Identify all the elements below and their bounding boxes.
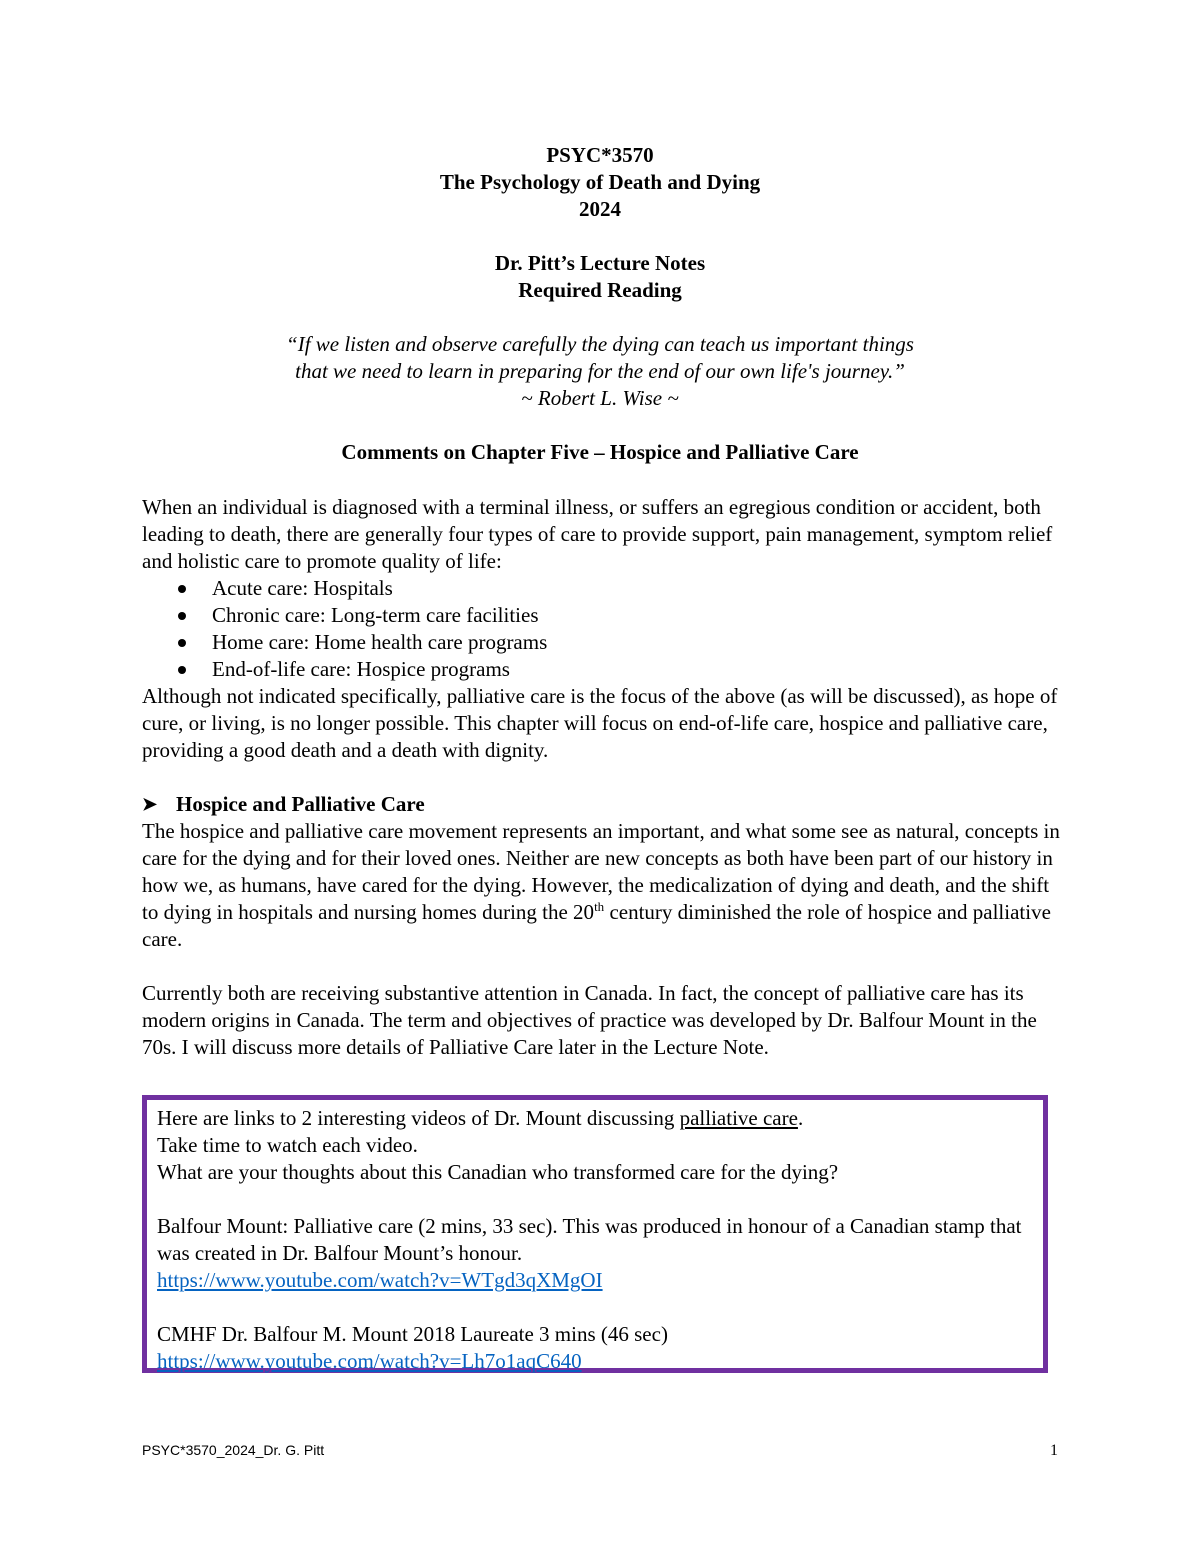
bullet-icon [178,639,186,647]
document-body [142,494,1062,1061]
notes-subtitle: Required Reading [518,278,682,302]
notes-title: Dr. Pitt’s Lecture Notes [494,251,706,275]
bullet-icon [178,612,186,620]
video-links-box [142,1095,1048,1373]
canada-paragraph: Currently both are receiving substantive attention in Canada. In fact, the concept of palliative care has its modern origins in Canada. The term and objectives of practice was developed by Dr. Balfour Mount in the 70s. I will discuss more details of Palliative Care later in the Lecture Note. [142,981,1037,1059]
subheading-text: Hospice and Palliative Care [176,792,425,816]
care-types-list [142,575,1062,683]
list-item: Acute care: Hospitals [142,575,1062,602]
subheading [142,791,1062,818]
after-list-paragraph: Although not indicated specifically, palliative care is the focus of the above (as will be discussed), as hope of cure, or living, is no longer possible. This chapter will focus on end-of-life care, hospice and palliative care, providing a good death and a death with dignity. [142,684,1058,762]
video-1-description: Balfour Mount: Palliative care (2 mins, 33 sec). This was produced in honour of a Canadian stamp that was created in Dr. Balfour Mount’s honour. [157,1214,1022,1265]
box-line-3: What are your thoughts about this Canadian who transformed care for the dying? [157,1160,839,1184]
quote-author: ~ Robert L. Wise ~ [521,386,679,410]
hospice-paragraph: The hospice and palliative care movement represents an important, and what some see as natural, concepts in care for the dying and for their loved ones. Neither are new concepts as both have been part of our history in how we, as humans, have cared for the dying. However, the medicalization of dying and death, and the shift to dying in hospitals and nursing homes during the 20th century diminished the role of hospice and palliative care. [142,819,1060,951]
video-2-link[interactable]: https://www.youtube.com/watch?v=Lh7o1aqC640 [157,1349,582,1373]
list-item: Home care: Home health care programs [142,629,1062,656]
box-line-2: Take time to watch each video. [157,1133,418,1157]
arrowhead-bullet-icon: ➤ [142,794,158,814]
page-number: 1 [1050,1442,1058,1459]
footer-text: PSYC*3570_2024_Dr. G. Pitt [142,1442,325,1458]
bullet-icon [178,585,186,593]
quote-line-1: “If we listen and observe carefully the dying can teach us important things [286,332,914,356]
list-item: End-of-life care: Hospice programs [142,656,1062,683]
list-item: Chronic care: Long-term care facilities [142,602,1062,629]
section-title: Comments on Chapter Five – Hospice and Palliative Care [341,440,859,464]
bullet-icon [178,666,186,674]
epigraph-quote [0,331,1200,412]
course-code: PSYC*3570 [546,143,654,167]
course-year: 2024 [579,197,621,221]
box-intro-line: Here are links to 2 interesting videos of Dr. Mount discussing palliative care. [157,1106,804,1130]
video-1-link[interactable]: https://www.youtube.com/watch?v=WTgd3qXMgOI [157,1268,603,1292]
video-2-description: CMHF Dr. Balfour M. Mount 2018 Laureate 3 mins (46 sec) [157,1322,668,1346]
intro-paragraph: When an individual is diagnosed with a terminal illness, or suffers an egregious condition or accident, both leading to death, there are generally four types of care to provide support, pain management, symptom relief and holistic care to promote quality of life: [142,495,1053,573]
course-title: The Psychology of Death and Dying [439,170,761,194]
document-header [0,142,1200,304]
quote-line-2: that we need to learn in preparing for the end of our own life's journey.” [295,359,905,383]
